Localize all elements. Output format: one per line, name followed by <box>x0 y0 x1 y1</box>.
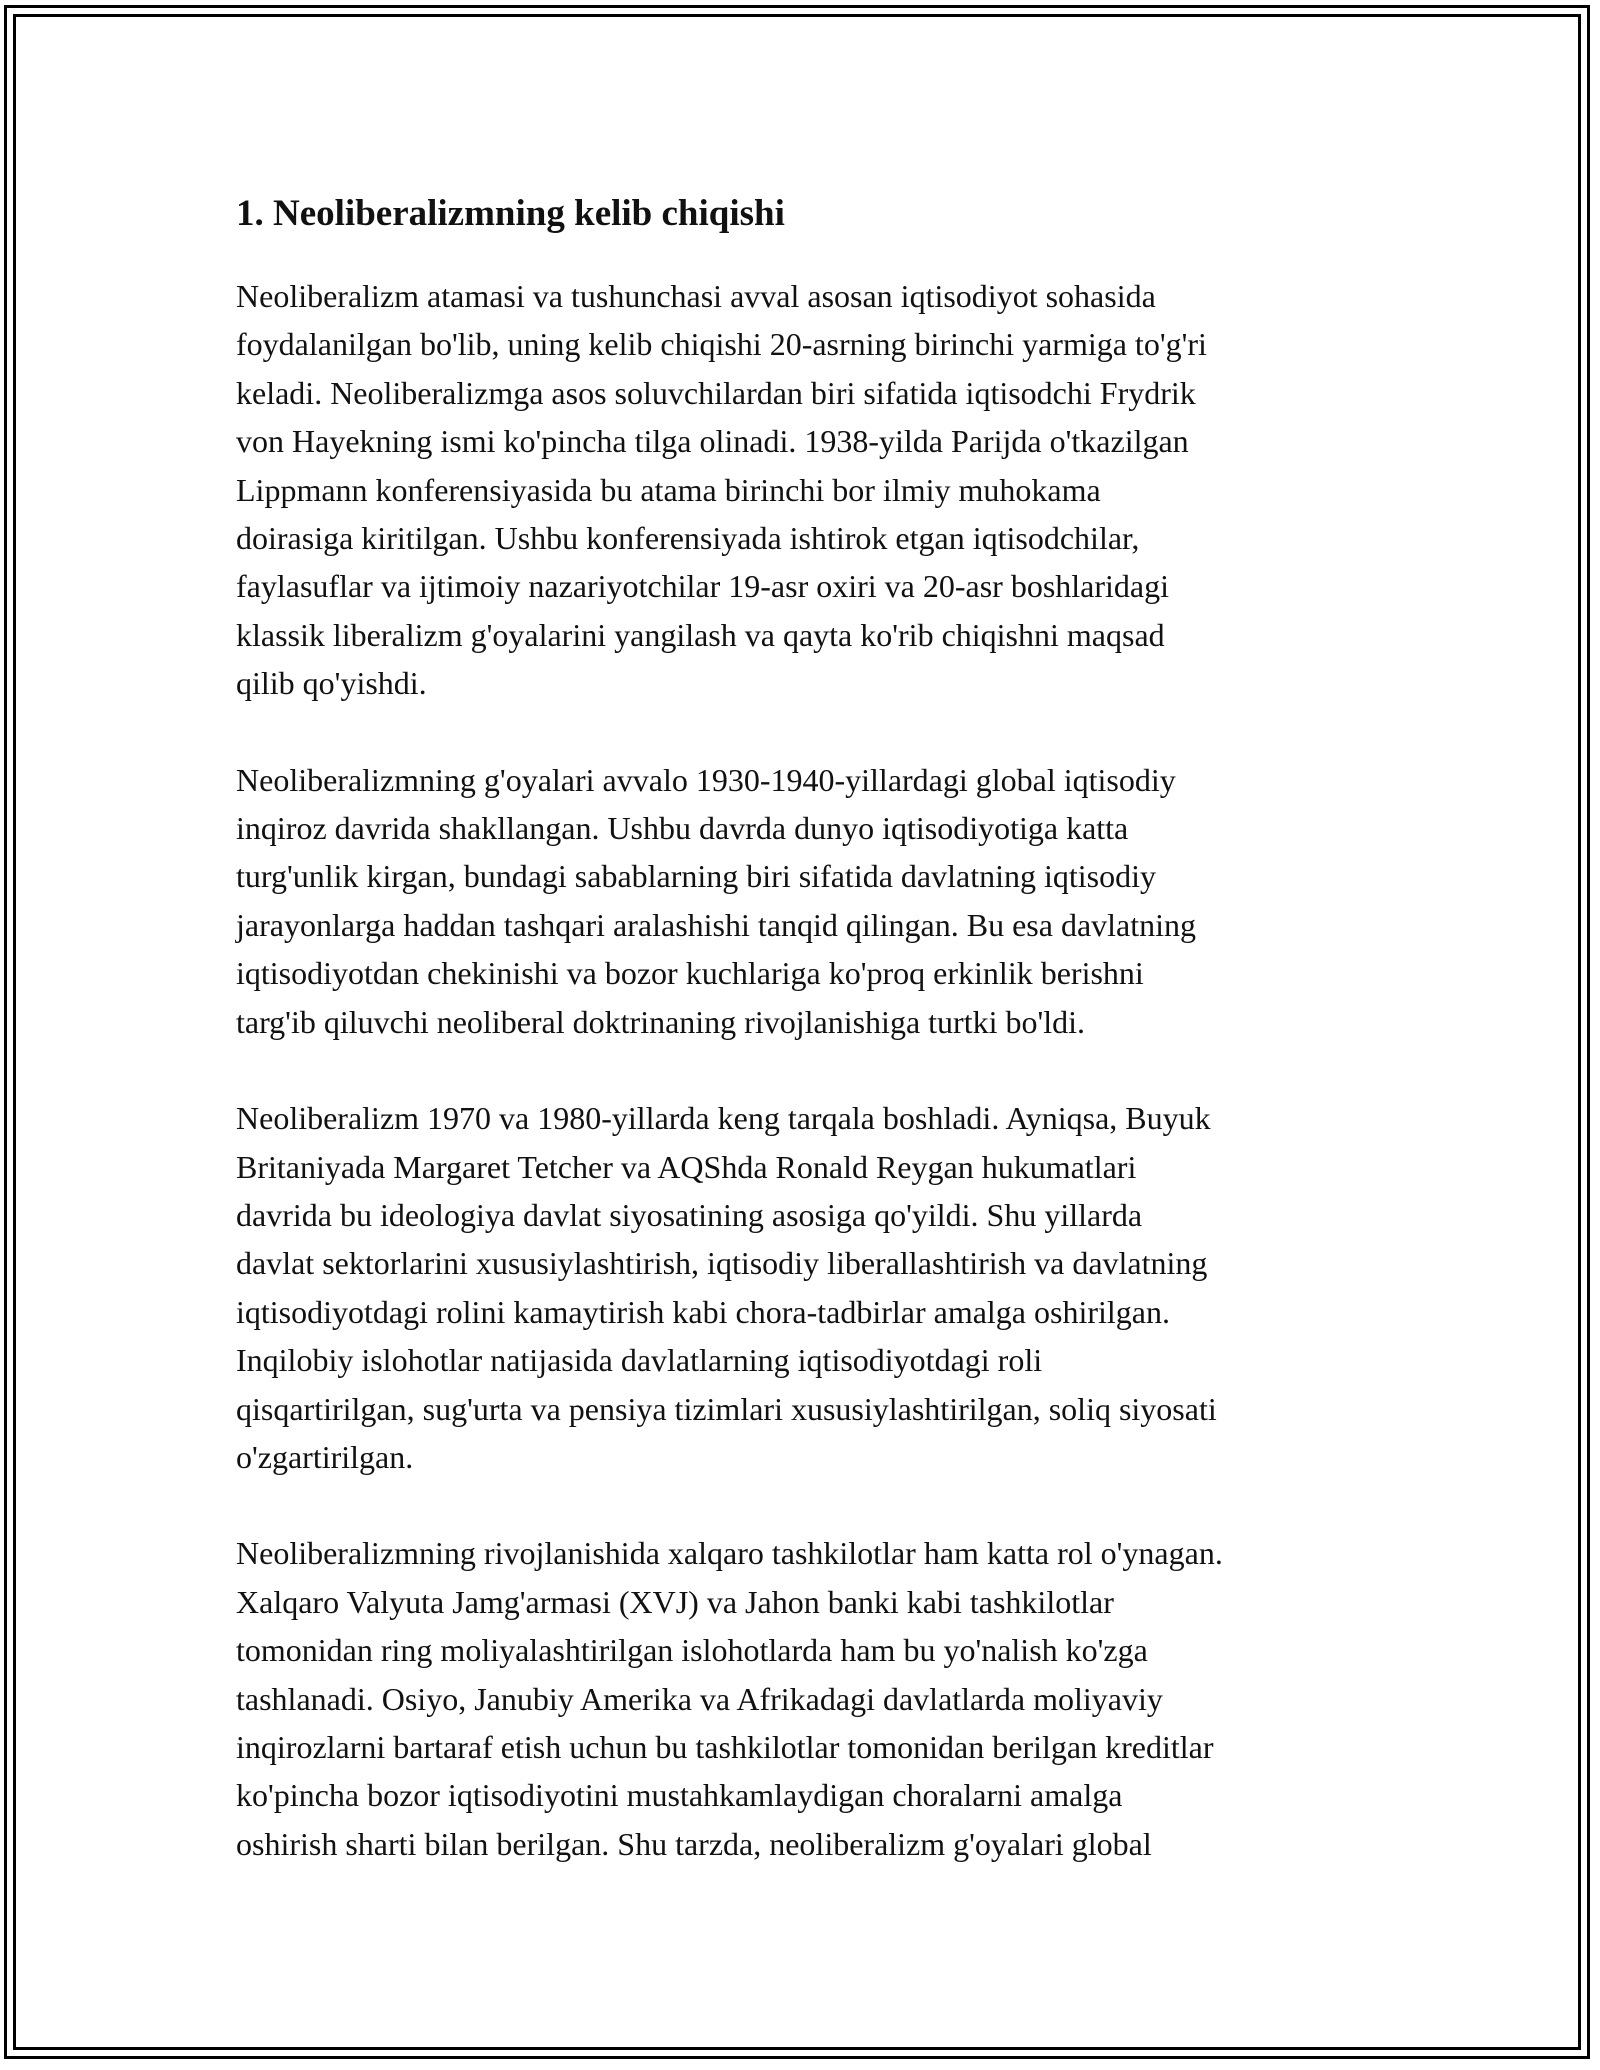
paragraph-international: Neoliberalizmning rivojlanishida xalqaro tashkilotlar ham katta rol o'ynagan. Xalqaro Valyuta Jamg'armasi (XVJ) va Jahon banki kabi tashkilotlar tomonidan ring moliyalashtirilgan islohotlarda ham bu yo'nalish ko'zga tashlanadi. Osiyo, Janubiy Amerika va Afrikadagi davlatlarda moliyaviy inqirozlarni bartaraf etish uchun bu tashkilotlar tomonidan berilgan kreditlar ko'pincha bozor iqtisodiyotini mustahkamlaydigan choralarni amalga oshirish sharti bilan berilgan. Shu tarzda, neoliberalizm g'oyalari global <box>236 1535 1223 1862</box>
paragraph-crisis: Neoliberalizmning g'oyalari avvalo 1930-1940-yillardagi global iqtisodiy inqiroz davrida shakllangan. Ushbu davrda dunyo iqtisodiyotiga katta turg'unlik kirgan, bundagi sabablarning biri sifatida davlatning iqtisodiy jarayonlarga haddan tashqari aralashishi tanqid qilingan. Bu esa davlatning iqtisodiyotdan chekinishi va bozor kuchlariga ko'proq erkinlik berishni targ'ib qiluvchi neoliberal doktrinaning rivojlanishiga turtki bo'ldi. <box>236 761 1197 1040</box>
section-heading: 1. Neoliberalizmning kelib chiqishi <box>236 193 785 234</box>
paragraph-origin: Neoliberalizm atamasi va tushunchasi avval asosan iqtisodiyot sohasida foydalanilgan bo'lib, uning kelib chiqishi 20-asrning birinchi yarmiga to'g'ri keladi. Neoliberalizmga asos soluvchilardan biri sifatida iqtisodchi Frydrik von Hayekning ismi ko'pincha tilga olinadi. 1938-yilda Parijda o'tkazilgan Lippmann konferensiyasida bu atama birinchi bor ilmiy muhokama doirasiga kiritilgan. Ushbu konferensiyada ishtirok etgan iqtisodchilar, faylasuflar va ijtimoiy nazariyotchilar 19-asr oxiri va 20-asr boshlaridagi klassik liberalizm g'oyalarini yangilash va qayta ko'rib chiqishni maqsad qilib qo'yishdi. <box>236 278 1207 702</box>
document-body <box>236 186 1376 1916</box>
paragraph-spread: Neoliberalizm 1970 va 1980-yillarda keng tarqala boshladi. Ayniqsa, Buyuk Britaniyada Margaret Tetcher va AQShda Ronald Reygan hukumatlari davrida bu ideologiya davlat siyosatining asosiga qo'yildi. Shu yillarda davlat sektorlarini xususiylashtirish, iqtisodiy liberallashtirish va davlatning iqtisodiyotdagi rolini kamaytirish kabi chora-tadbirlar amalga oshirilgan. Inqilobiy islohotlar natijasida davlatlarning iqtisodiyotdagi roli qisqartirilgan, sug'urta va pensiya tizimlari xususiylashtirilgan, soliq siyosati o'zgartirilgan. <box>236 1100 1217 1475</box>
